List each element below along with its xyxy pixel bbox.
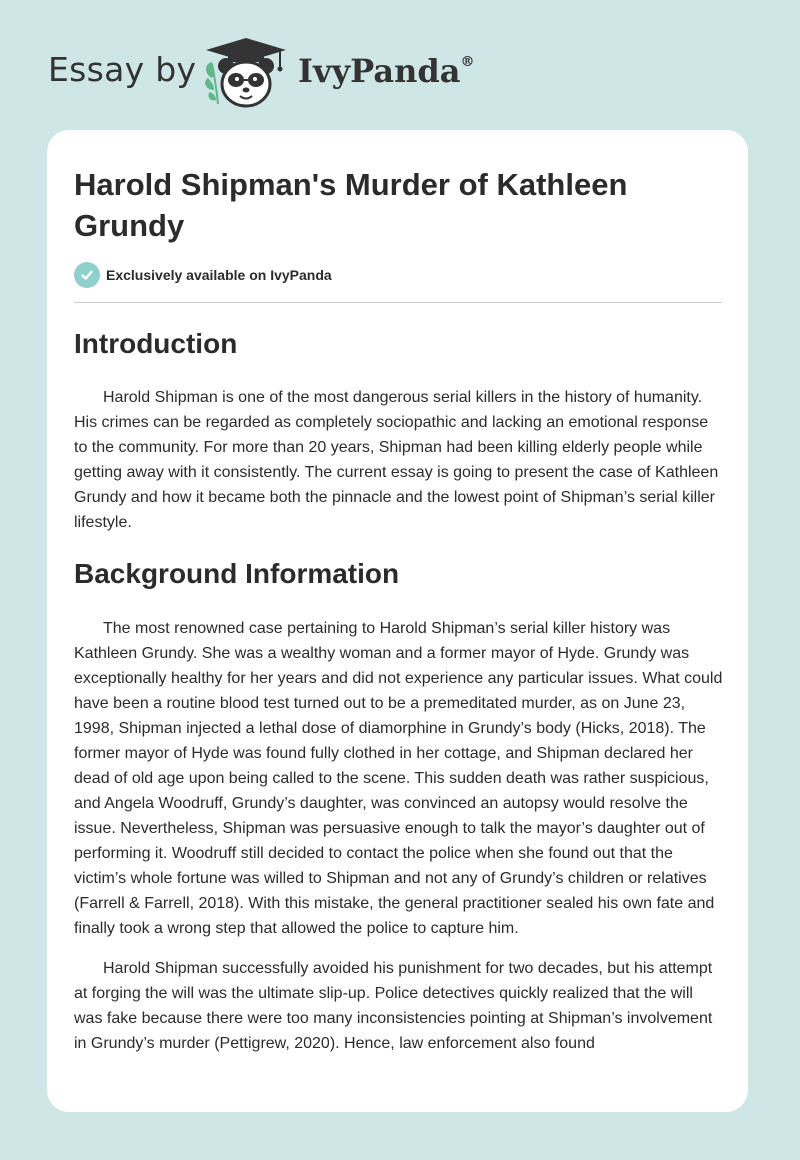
site-header <box>0 0 800 130</box>
section-heading-introduction: Introduction <box>74 328 238 359</box>
article-card <box>47 130 748 1112</box>
paragraph: The most renowned case pertaining to Harold Shipman’s serial killer history was Kathleen Grundy. She was a wealthy woman and a former mayor of Hyde. Grundy was exceptionally healthy for her years and did not experience any particular issues. What could have been a routine blood test turned out to be a premeditated murder, as on June 23, 1998, Shipman injected a lethal dose of diamorphine in Grundy’s body (Hicks, 2018). The former mayor of Hyde was found fully clothed in her cottage, and Shipman declared her dead of old age upon being called to the scene. This sudden death was rather suspicious, and Angela Woodruff, Grundy’s daughter, was convinced an autopsy would resolve the issue. Nevertheless, Shipman was persuasive enough to talk the mayor’s daughter out of performing it. Woodruff still decided to contact the police when she found out that the victim’s whole fortune was willed to Shipman and not any of Grundy’s children or relatives (Farrell & Farrell, 2018). With this mistake, the general practitioner sealed his own fate and finally took a wrong step that allowed the police to capture him. <box>74 620 723 937</box>
section-heading-background: Background Information <box>74 558 400 589</box>
paragraph: Harold Shipman is one of the most dangerous serial killers in the history of humanity. His crimes can be regarded as completely sociopathic and lacking an emotional response to the community. For more than 20 years, Shipman had been killing elderly people while getting away with it consistently. The current essay is going to present the case of Kathleen Grundy and how it became both the pinnacle and the lowest point of Shipman’s serial killer lifestyle. <box>74 389 719 531</box>
divider <box>74 302 722 303</box>
brand-name-text: IvyPanda <box>298 52 461 90</box>
brand-name[interactable] <box>298 52 474 90</box>
exclusive-badge <box>74 262 332 288</box>
registered-mark: ® <box>460 54 475 70</box>
paragraph: Harold Shipman successfully avoided his punishment for two decades, but his attempt at forging the will was the ultimate slip-up. Police detectives quickly realized that the will was fake because there were too many inconsistencies pointing at Shipman’s involvement in Grundy’s murder (Pettigrew, 2020). Hence, law enforcement also found <box>74 960 713 1052</box>
badge-text: Exclusively available on IvyPanda <box>106 267 332 283</box>
article-body <box>74 324 724 1056</box>
check-icon <box>74 262 100 288</box>
panda-graduate-icon[interactable] <box>198 34 294 110</box>
brand-prefix: Essay by <box>48 50 197 89</box>
page-title: Harold Shipman's Murder of Kathleen Grundy <box>74 167 628 243</box>
